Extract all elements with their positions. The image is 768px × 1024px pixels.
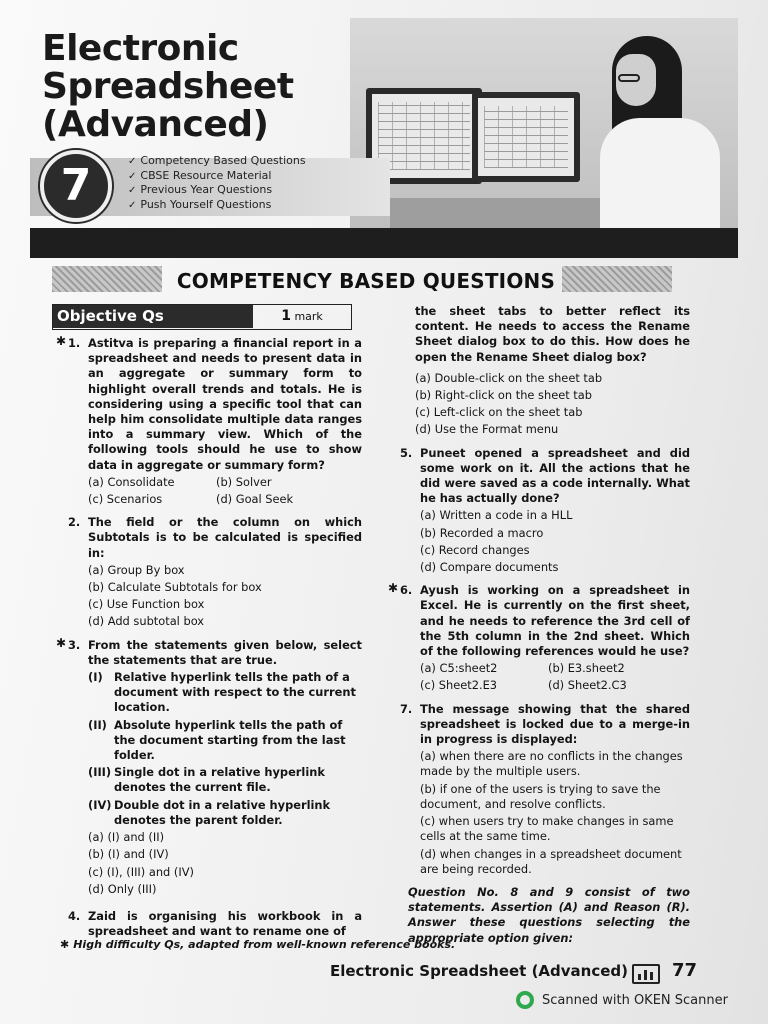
statement: (IV) Double dot in a relative hyperlink denotes the parent folder. [88,797,331,827]
section-stripe-right [562,266,672,292]
question-4-continued: the sheet tabs to better reflect its content. He needs to access the Rename Sheet dialog box to do this. How does he open the Rename Sheet dialog box? [415,304,690,364]
option: (a) Double-click on the sheet tab [415,370,603,385]
option: (d) when changes in a spreadsheet document are being recorded. [420,846,682,876]
question-number: 5. [400,445,413,460]
footer-chapter-title: Electronic Spreadsheet (Advanced) [330,962,629,980]
page-number: 77 [672,960,698,981]
question-number: 2. [68,515,81,530]
check-icon: ✓ [128,199,137,211]
question-number: 1. [68,336,81,350]
scanner-watermark: Scanned with OKEN Scanner [516,990,766,1014]
marks-label: 1 mark [281,308,323,324]
header-divider-bar [30,228,738,258]
assertion-reason-note: Question No. 8 and 9 consist of two statements. Assertion (A) and Reason (R). Answer these questions selecting the appropriate option given: [408,884,690,945]
left-column [58,336,362,947]
option: (a) Consolidate [88,474,175,489]
option: (c) Scenarios [88,492,163,507]
difficulty-star-icon: ✱ [56,334,67,348]
difficulty-star-icon: ✱ [388,581,399,596]
section-title: COMPETENCY BASED QUESTIONS [176,269,556,293]
check-icon: ✓ [128,170,137,182]
question-stem: Zaid is organising his workbook in a spreadsheet and want to rename one of [88,908,362,939]
statement: (III) Single dot in a relative hyperlink denotes the current file. [88,765,325,795]
checklist-item: ✓ CBSE Resource Material [128,168,272,182]
objective-label: Objective Qs [53,305,253,328]
check-icon: ✓ [128,156,137,167]
option: (d) Use the Format menu [415,422,559,437]
question-number: 7. [400,701,413,716]
option: (b) Right-click on the sheet tab [415,388,592,403]
checklist-item: ✓ Competency Based Questions [128,154,306,167]
chapter-title-line-3: (Advanced) [42,104,269,145]
option: (d) Only (III) [88,881,157,896]
statement: (II) Absolute hyperlink tells the path of the document starting from the last folder. [88,717,346,763]
question-7 [390,702,690,877]
option: (c) Left-click on the sheet tab [415,405,583,420]
statement: (I) Relative hyperlink tells the path of a document with respect to the current location. [88,670,356,715]
question-stem: Astitva is preparing a financial report in a spreadsheet and needs to present data in an aggregate or summary form to highlight overall trends and totals. He is considering using a specific tool that can help him consolidate multiple data ranges into a summary view. Which of the following tools should he use to show data in aggregate or summary form? [88,336,362,472]
question-1 [58,336,362,507]
chapter-checklist [128,154,348,212]
question-number: 4. [68,908,81,923]
question-stem: Puneet opened a spreadsheet and did some work on it. All the actions that he did were saved as a code internally. What he has actually done? [420,445,690,506]
chapter-title-line-1: Electronic [42,28,239,69]
option: (b) Recorded a macro [420,525,544,540]
checklist-item: ✓ Push Yourself Questions [128,197,272,211]
check-icon: ✓ [128,185,137,196]
question-4-options [390,371,690,438]
difficulty-star-icon: ✱ [56,635,67,650]
question-stem: The field or the column on which Subtotals is to be calculated is specified in: [88,515,362,560]
chapter-title-line-2: Spreadsheet [42,66,294,107]
option: (c) Record changes [420,542,530,557]
question-5 [390,446,690,576]
option: (b) Calculate Subtotals for box [88,580,262,595]
option: (a) Group By box [88,562,185,577]
options [420,661,690,693]
difficulty-star-icon: ✱ [60,938,70,951]
monitor-right [472,92,580,182]
option: (d) Add subtotal box [88,614,205,629]
question-6 [390,583,690,693]
option: (c) when users try to make changes in same cells at the same time. [420,814,674,844]
option: (b) E3.sheet2 [548,661,625,676]
option: (d) Sheet2.C3 [548,678,627,693]
footnote: ✱ High difficulty Qs, adapted from well-known reference books. [60,938,456,951]
section-stripe-left [52,266,162,292]
option: (d) Goal Seek [216,492,294,507]
option: (c) Use Function box [88,597,205,612]
question-number: 3. [68,637,81,652]
option: (b) (I) and (IV) [88,847,169,862]
chapter-title [42,30,342,144]
question-2 [58,515,362,629]
option: (c) Sheet2.E3 [420,678,498,693]
person-glasses [618,74,640,82]
option: (a) when there are no conflicts in the changes made by the multiple users. [420,749,683,779]
person-body [600,118,720,228]
question-stem: Ayush is working on a spreadsheet in Excel. He is currently on the first sheet, and he needs to reference the 3rd cell of the 5th column in the 2nd sheet. Which of the following references would he use? [420,583,690,659]
option: (b) if one of the users is trying to save the document, and resolve conflicts. [420,781,661,811]
chapter-photo [350,18,738,228]
question-number: 6. [400,583,413,598]
question-3 [56,635,362,897]
right-column [390,304,690,946]
option: (a) Written a code in a HLL [420,508,573,523]
objective-header [52,304,352,330]
question-4 [58,909,362,939]
option: (a) (I) and (II) [88,830,165,845]
chapter-number-badge: 7 [40,150,112,222]
option: (b) Solver [216,474,272,489]
option: (a) C5:sheet2 [420,661,498,676]
options [88,475,362,507]
checklist-item: ✓ Previous Year Questions [128,183,273,196]
option: (d) Compare documents [420,560,559,575]
option: (c) (I), (III) and (IV) [88,864,194,879]
question-stem: The message showing that the shared spreadsheet is locked due to a merge-in in progress is displayed: [420,701,690,747]
question-stem: From the statements given below, select the statements that are true. [88,637,362,667]
oken-logo-icon [516,991,534,1009]
chart-icon [632,964,660,984]
